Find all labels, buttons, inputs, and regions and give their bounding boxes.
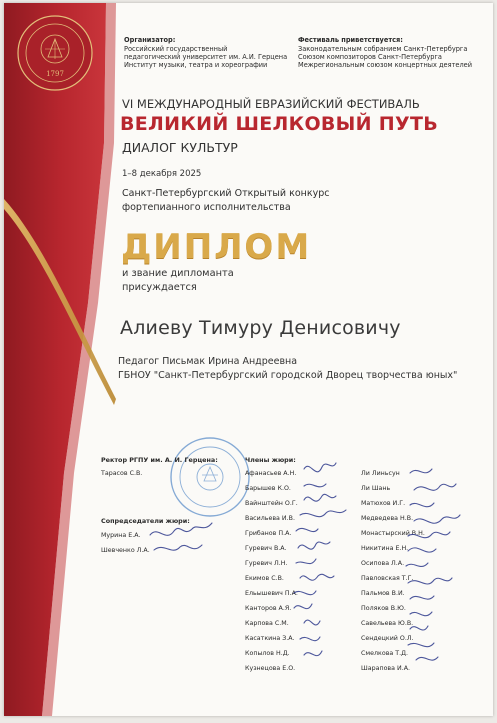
jury-member: Васильева И.В.: [245, 515, 295, 522]
jury-member: Касаткина З.А.: [245, 635, 295, 642]
jury-member: Смелкова Т.Д.: [361, 650, 409, 657]
organizer-line: Российский государственный: [124, 45, 228, 53]
jury-member: Копылов Н.Д.: [245, 650, 290, 657]
school-name: ГБНОУ "Санкт-Петербургский городской Дворец творчества юных": [118, 370, 458, 381]
jury-member: Барышев К.О.: [245, 485, 291, 492]
contest-name-line: фортепианного исполнительства: [122, 202, 291, 213]
greeting-heading: Фестиваль приветствуется:: [298, 36, 403, 44]
jury-member: Монастырский В.Н.: [361, 530, 425, 537]
jury-member: Павловская Т.Г.: [361, 575, 414, 582]
rector-heading: Ректор РГПУ им. А. И. Герцена:: [101, 456, 218, 464]
jury-member: Екимов С.В.: [245, 575, 284, 582]
jury-member: Гуревич Л.Н.: [245, 560, 288, 567]
organizer-heading: Организатор:: [124, 36, 176, 44]
jury-member: Никитина Е.Н.: [361, 545, 409, 552]
award-text-line: и звание дипломанта: [122, 268, 234, 279]
cochair-name: Шевченко Л.А.: [101, 547, 150, 554]
organizer-line: Институт музыки, театра и хореографии: [124, 61, 268, 69]
jury-member: Карпова С.М.: [245, 620, 289, 627]
festival-title: ВЕЛИКИЙ ШЕЛКОВЫЙ ПУТЬ: [120, 113, 438, 135]
jury-member: Пальмов В.И.: [361, 590, 405, 597]
jury-member: Осипова Л.А.: [361, 560, 405, 567]
jury-heading: Члены жюри:: [245, 456, 296, 464]
jury-member: Савельева Ю.В.: [361, 620, 414, 627]
rector-name: Тарасов С.В.: [101, 470, 143, 477]
cochair-name: Мурина Е.А.: [101, 532, 141, 539]
university-seal-logo: [15, 13, 95, 93]
jury-member: Вайнштейн О.Г.: [245, 500, 298, 507]
jury-member: Поляков В.Ю.: [361, 605, 406, 612]
jury-member: Ли Шань: [361, 485, 391, 492]
organizer-line: педагогический университет им. А.И. Герцена: [124, 53, 288, 61]
greeting-line: Союзом композиторов Санкт-Петербурга: [298, 53, 442, 61]
jury-member: Матюхов И.Г.: [361, 500, 406, 507]
festival-line: VI МЕЖДУНАРОДНЫЙ ЕВРАЗИЙСКИЙ ФЕСТИВАЛЬ: [122, 97, 420, 111]
seal-year: 1797: [46, 70, 64, 78]
greeting-line: Законодательным собранием Санкт-Петербурга: [298, 45, 468, 53]
blue-stamp: [168, 435, 252, 519]
contest-name-line: Санкт-Петербургский Открытый конкурс: [122, 188, 330, 199]
teacher-name: Педагог Письмак Ирина Андреевна: [118, 356, 298, 367]
jury-member: Грибанов П.А.: [245, 530, 292, 537]
jury-member: Канторов А.Я.: [245, 605, 292, 612]
festival-dates: 1–8 декабря 2025: [122, 169, 202, 179]
jury-member: Ельышевич П.А.: [245, 590, 298, 597]
jury-member: Медведева Н.В.: [361, 515, 414, 522]
jury-member: Шарапова И.А.: [361, 665, 411, 672]
cochairs-heading: Сопредседатели жюри:: [101, 517, 190, 525]
jury-member: Афанасьев А.Н.: [245, 470, 297, 477]
jury-member: Сендецкий О.Л.: [361, 635, 414, 642]
recipient-name: Алиеву Тимуру Денисовичу: [120, 317, 401, 339]
greeting-line: Межрегиональным союзом концертных деятелей: [298, 61, 473, 69]
festival-subtitle: ДИАЛОГ КУЛЬТУР: [122, 140, 238, 155]
diploma-sheet: [4, 3, 493, 716]
diploma-title: ДИПЛОМ: [121, 227, 312, 267]
jury-member: Ли Линьсун: [361, 470, 400, 477]
jury-member: Кузнецова Е.О.: [245, 665, 296, 672]
jury-member: Гуревич В.А.: [245, 545, 287, 552]
award-text-line: присуждается: [122, 282, 197, 293]
